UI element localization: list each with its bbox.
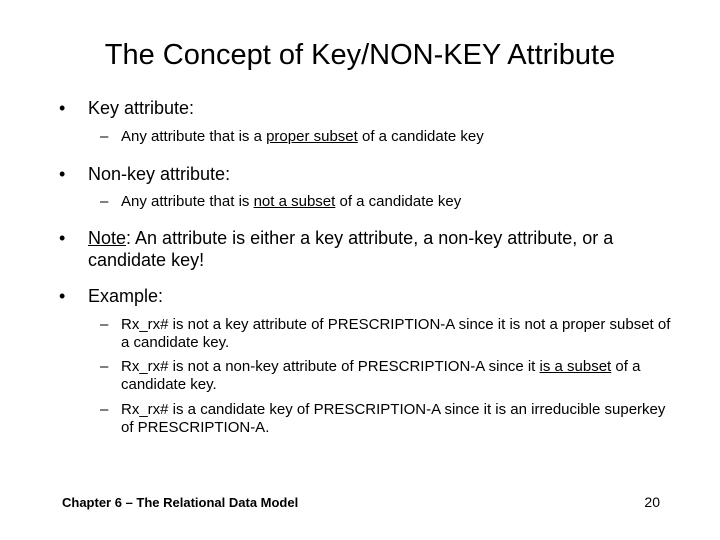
bullet-non-key-attribute — [59, 163, 679, 185]
bullet-text: Key attribute: — [88, 98, 195, 118]
dash-icon: – — [100, 128, 109, 145]
bullet-text: Note: An attribute is either a key attribute, a non-key attribute, or a candidate key! — [88, 228, 614, 270]
sub-bullet-non-key-definition — [100, 193, 680, 211]
footer-chapter: Chapter 6 – The Relational Data Model — [62, 495, 299, 510]
sub-bullet-text: Rx_rx# is a candidate key of PRESCRIPTION-A since it is an irreducible superkey of PRESCRIPTION-A. — [121, 401, 666, 436]
bullet-icon: • — [59, 228, 66, 248]
sub-bullet-text: Rx_rx# is not a non-key attribute of PRESCRIPTION-A since it is a subset of a candidate key. — [121, 358, 641, 393]
bullet-note — [59, 227, 679, 271]
sub-bullet-example-2 — [100, 358, 680, 394]
dash-icon: – — [100, 401, 109, 418]
note-label: Note — [88, 228, 127, 248]
sub-bullet-example-1 — [100, 316, 680, 352]
dash-icon: – — [100, 358, 109, 375]
sub-bullet-example-3 — [100, 401, 680, 437]
sub-bullet-key-definition — [100, 128, 680, 146]
sub-bullet-text: Any attribute that is a proper subset of a candidate key — [121, 128, 484, 145]
sub-bullet-text: Any attribute that is not a subset of a candidate key — [121, 193, 462, 210]
bullet-example — [59, 285, 679, 307]
bullet-icon: • — [59, 164, 66, 184]
bullet-icon: • — [59, 98, 66, 118]
underlined-term: is a subset — [539, 358, 612, 375]
underlined-term: proper subset — [266, 128, 358, 145]
slide-title: The Concept of Key/NON-KEY Attribute — [104, 39, 616, 71]
bullet-text: Non-key attribute: — [88, 164, 231, 184]
dash-icon: – — [100, 193, 109, 210]
underlined-term: not a subset — [253, 193, 336, 210]
sub-bullet-text: Rx_rx# is not a key attribute of PRESCRIPTION-A since it is not a proper subset of a candidate key. — [121, 316, 671, 351]
page-number: 20 — [644, 494, 660, 510]
bullet-text: Example: — [88, 286, 164, 306]
dash-icon: – — [100, 316, 109, 333]
bullet-icon: • — [59, 286, 66, 306]
bullet-key-attribute — [59, 97, 679, 119]
